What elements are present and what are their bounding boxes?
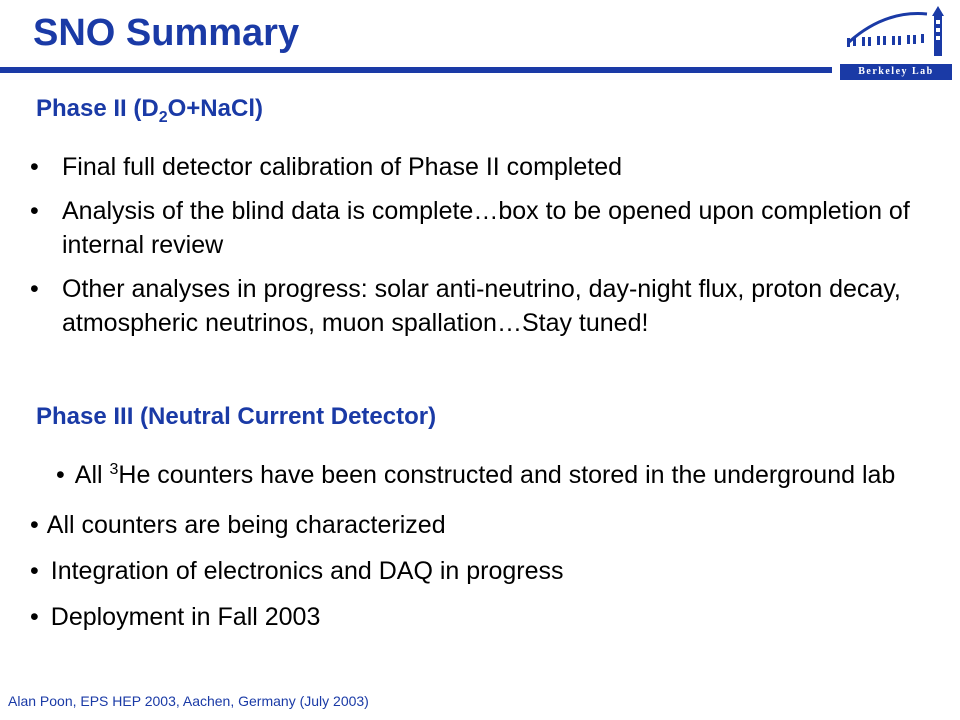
phase-iii-bullet-list: [30, 458, 910, 646]
phase-iii-heading: Phase III (Neutral Current Detector): [36, 403, 437, 430]
phase-ii-bullet: [30, 272, 910, 340]
phase-iii-bullet-text: Integration of electronics and DAQ in progress: [50, 557, 564, 585]
helium-3-superscript: 3: [109, 461, 119, 478]
phase-ii-heading-subscript: 2: [158, 109, 168, 126]
bullet-dot: •: [30, 557, 39, 585]
slide-title: SNO Summary: [33, 12, 300, 54]
phase-iii-bullet: [30, 458, 910, 496]
bullet-dot: •: [30, 153, 39, 181]
footer-citation: Alan Poon, EPS HEP 2003, Aachen, Germany (July 2003): [8, 693, 369, 709]
title-divider: [0, 67, 832, 73]
bullet-dot: •: [30, 197, 39, 225]
bullet-dot: •: [30, 603, 39, 631]
phase-ii-bullet-text: Final full detector calibration of Phase II completed: [62, 153, 623, 181]
phase-iii-bullet: [30, 554, 910, 588]
phase-iii-bullet-text: Deployment in Fall 2003: [50, 603, 321, 631]
phase-ii-bullet-text: Analysis of the blind data is complete…box to be opened upon completion of internal review: [62, 197, 910, 259]
phase-iii-bullet-text: He counters have been constructed and stored in the underground lab: [118, 461, 896, 489]
phase-iii-bullet-prefix: All: [74, 461, 110, 489]
phase-ii-bullet: [30, 194, 910, 262]
phase-ii-heading: [36, 95, 263, 126]
phase-ii-heading-suffix: O+NaCl): [167, 95, 263, 122]
phase-iii-bullet-text: All counters are being characterized: [46, 511, 446, 539]
phase-ii-bullet-text: Other analyses in progress: solar anti-neutrino, day-night flux, proton decay, atmospheric neutrinos, muon spallation…Stay tuned!: [62, 275, 901, 337]
phase-iii-bullet: [30, 508, 910, 542]
berkeley-lab-logo: [835, 4, 955, 80]
phase-ii-heading-prefix: Phase II (D: [36, 95, 159, 122]
bullet-dot: •: [56, 461, 65, 489]
phase-iii-bullet: [30, 600, 910, 634]
phase-ii-bullet-list: [30, 150, 910, 350]
berkeley-lab-logo-icon: [835, 4, 955, 64]
bullet-dot: •: [30, 511, 39, 539]
berkeley-lab-wordmark: Berkeley Lab: [840, 64, 952, 80]
bullet-dot: •: [30, 275, 39, 303]
phase-ii-bullet: [30, 150, 910, 184]
